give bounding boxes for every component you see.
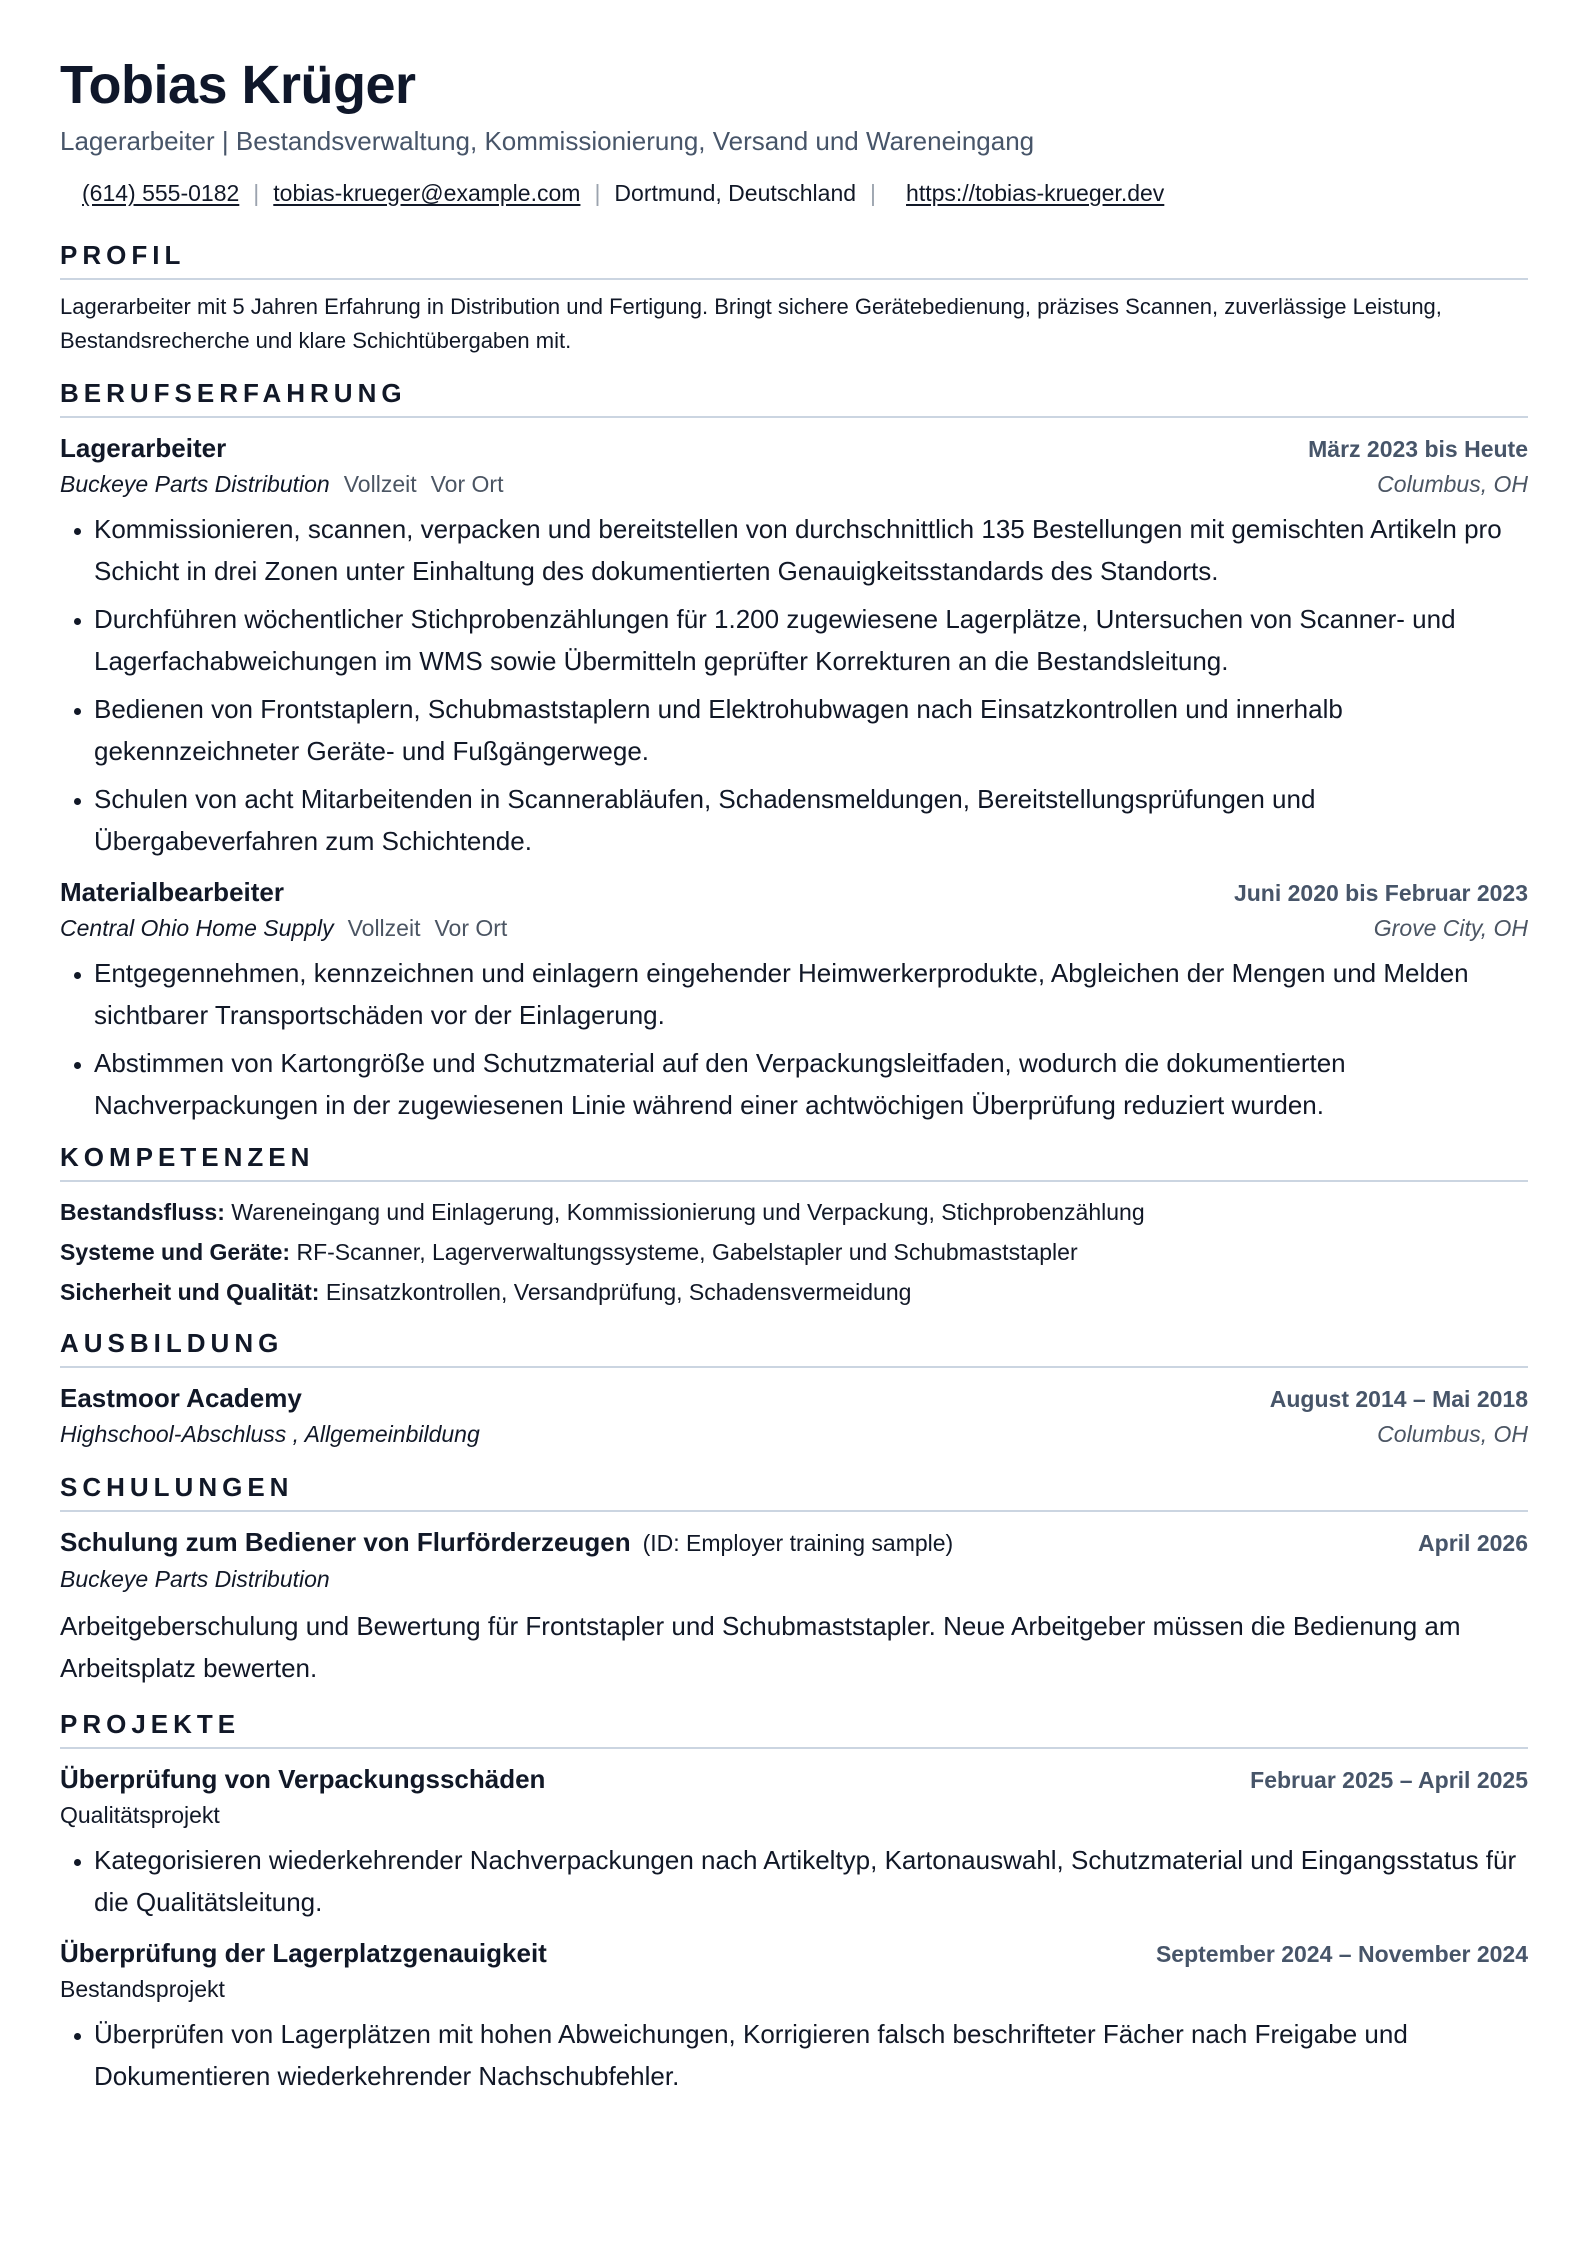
education-dates: August 2014 – Mai 2018 bbox=[1269, 1386, 1528, 1412]
training-section bbox=[60, 1470, 1528, 1689]
website-link[interactable]: https://tobias-krueger.dev bbox=[906, 180, 1165, 206]
list-item: • Durchführen wöchentlicher Stichprobenzählungen für 1.200 zugewiesene Lagerplätze, Untersuchen von Scanner- und Lagerfachabweichungen im WMS sowie Übermitteln geprüfter Korrekturen an die Bestandsleitung. bbox=[94, 598, 1528, 682]
project-name: Überprüfung der Lagerplatzgenauigkeit bbox=[60, 1938, 547, 1968]
job-role: Materialbearbeiter bbox=[60, 877, 284, 907]
section-title-profile: PROFIL bbox=[60, 238, 1528, 280]
job-entry bbox=[60, 430, 1528, 862]
project-category: Bestandsprojekt bbox=[60, 1976, 225, 2002]
job-type: Vollzeit bbox=[343, 471, 417, 497]
contact-line bbox=[60, 178, 1528, 208]
project-name: Überprüfung von Verpackungsschäden bbox=[60, 1764, 546, 1794]
degree: Highschool-Abschluss , Allgemeinbildung bbox=[60, 1421, 480, 1447]
training-description: Arbeitgeberschulung und Bewertung für Frontstapler und Schubmaststapler. Neue Arbeitgeber müssen die Bedienung am Arbeitsplatz bewerten. bbox=[60, 1611, 1461, 1683]
list-item: • Kategorisieren wiederkehrender Nachverpackungen nach Artikeltyp, Kartonauswahl, Schutzmaterial und Eingangsstatus für die Qualitätsleitung. bbox=[94, 1839, 1528, 1923]
project-bullets bbox=[60, 1839, 1528, 1923]
project-bullets bbox=[60, 2013, 1528, 2097]
candidate-name: Tobias Krüger bbox=[60, 55, 416, 115]
list-item: • Überprüfen von Lagerplätzen mit hohen Abweichungen, Korrigieren falsch beschrifteter Fächer nach Freigabe und Dokumentieren wiederkehrender Nachschubfehler. bbox=[94, 2013, 1528, 2097]
school-name: Eastmoor Academy bbox=[60, 1383, 302, 1413]
skills-section bbox=[60, 1140, 1528, 1312]
training-date: April 2026 bbox=[1418, 1530, 1528, 1556]
list-item: • Bedienen von Frontstaplern, Schubmaststaplern und Elektrohubwagen nach Einsatzkontrollen und innerhalb gekennzeichneter Geräte- und Fußgängerwege. bbox=[94, 688, 1528, 772]
experience-section bbox=[60, 376, 1528, 1126]
section-title-experience: BERUFSERFAHRUNG bbox=[60, 376, 1528, 418]
skill-label: Bestandsfluss: bbox=[60, 1199, 225, 1225]
phone-link[interactable]: (614) 555-0182 bbox=[82, 180, 240, 206]
job-dates: März 2023 bis Heute bbox=[1308, 436, 1528, 462]
skill-value: RF-Scanner, Lagerverwaltungssysteme, Gabelstapler und Schubmaststapler bbox=[296, 1239, 1078, 1265]
project-dates: September 2024 – November 2024 bbox=[1155, 1941, 1528, 1967]
job-company: Buckeye Parts Distribution bbox=[60, 471, 330, 497]
skill-row bbox=[60, 1272, 1528, 1312]
contact-separator: | bbox=[870, 180, 877, 206]
profile-text: Lagerarbeiter mit 5 Jahren Erfahrung in Distribution und Fertigung. Bringt sichere Gerätebedienung, präzises Scannen, zuverlässige Leistung, Bestandsrecherche und klare Schichtübergaben mit. bbox=[60, 294, 1442, 353]
project-entry bbox=[60, 1935, 1528, 2097]
training-issuer: Buckeye Parts Distribution bbox=[60, 1566, 330, 1592]
contact-separator: | bbox=[253, 180, 260, 206]
training-title-line bbox=[60, 1524, 953, 1561]
skill-value: Wareneingang und Einlagerung, Kommissionierung und Verpackung, Stichprobenzählung bbox=[231, 1199, 1145, 1225]
skill-row bbox=[60, 1232, 1528, 1272]
contact-separator: | bbox=[594, 180, 601, 206]
profile-section bbox=[60, 238, 1528, 358]
job-bullets bbox=[60, 952, 1528, 1126]
job-mode: Vor Ort bbox=[434, 915, 508, 941]
section-title-projects: PROJEKTE bbox=[60, 1707, 1528, 1749]
skill-label: Systeme und Geräte: bbox=[60, 1239, 291, 1265]
projects-section bbox=[60, 1707, 1528, 2097]
job-role: Lagerarbeiter bbox=[60, 433, 227, 463]
job-location: Grove City, OH bbox=[1373, 915, 1528, 941]
job-dates: Juni 2020 bis Februar 2023 bbox=[1233, 880, 1528, 906]
list-item: • Kommissionieren, scannen, verpacken und bereitstellen von durchschnittlich 135 Bestellungen mit gemischten Artikeln pro Schicht in drei Zonen unter Einhaltung des dokumentierten Genauigkeitsstandards des Standorts. bbox=[94, 508, 1528, 592]
project-dates: Februar 2025 – April 2025 bbox=[1250, 1767, 1528, 1793]
job-type: Vollzeit bbox=[347, 915, 421, 941]
section-title-training: SCHULUNGEN bbox=[60, 1470, 1528, 1512]
job-subline bbox=[60, 910, 507, 946]
project-category: Qualitätsprojekt bbox=[60, 1802, 220, 1828]
skill-label: Sicherheit und Qualität: bbox=[60, 1279, 320, 1305]
list-item: • Schulen von acht Mitarbeitenden in Scannerabläufen, Schadensmeldungen, Bereitstellungsprüfungen und Übergabeverfahren zum Schichtende. bbox=[94, 778, 1528, 862]
skill-row bbox=[60, 1192, 1528, 1232]
location-text: Dortmund, Deutschland bbox=[614, 180, 857, 206]
job-subline bbox=[60, 466, 503, 502]
job-entry bbox=[60, 874, 1528, 1126]
education-section bbox=[60, 1326, 1528, 1452]
headline: Lagerarbeiter | Bestandsverwaltung, Kommissionierung, Versand und Wareneingang bbox=[60, 126, 1035, 156]
skill-value: Einsatzkontrollen, Versandprüfung, Schadensvermeidung bbox=[325, 1279, 912, 1305]
training-entry bbox=[60, 1524, 1528, 1689]
list-item: • Entgegennehmen, kennzeichnen und einlagern eingehender Heimwerkerprodukte, Abgleichen der Mengen und Melden sichtbarer Transportschäden vor der Einlagerung. bbox=[94, 952, 1528, 1036]
project-entry bbox=[60, 1761, 1528, 1923]
job-bullets bbox=[60, 508, 1528, 862]
email-link[interactable]: tobias-krueger@example.com bbox=[273, 180, 581, 206]
section-title-skills: KOMPETENZEN bbox=[60, 1140, 1528, 1182]
education-entry bbox=[60, 1380, 1528, 1452]
job-location: Columbus, OH bbox=[1377, 471, 1528, 497]
training-id: (ID: Employer training sample) bbox=[642, 1530, 954, 1556]
list-item: • Abstimmen von Kartongröße und Schutzmaterial auf den Verpackungsleitfaden, wodurch die dokumentierten Nachverpackungen in der zugewiesenen Linie während einer achtwöchigen Überprüfung reduziert wurden. bbox=[94, 1042, 1528, 1126]
training-name: Schulung zum Bediener von Flurförderzeugen bbox=[60, 1527, 631, 1557]
education-location: Columbus, OH bbox=[1377, 1421, 1528, 1447]
section-title-education: AUSBILDUNG bbox=[60, 1326, 1528, 1368]
job-mode: Vor Ort bbox=[430, 471, 504, 497]
job-company: Central Ohio Home Supply bbox=[60, 915, 334, 941]
